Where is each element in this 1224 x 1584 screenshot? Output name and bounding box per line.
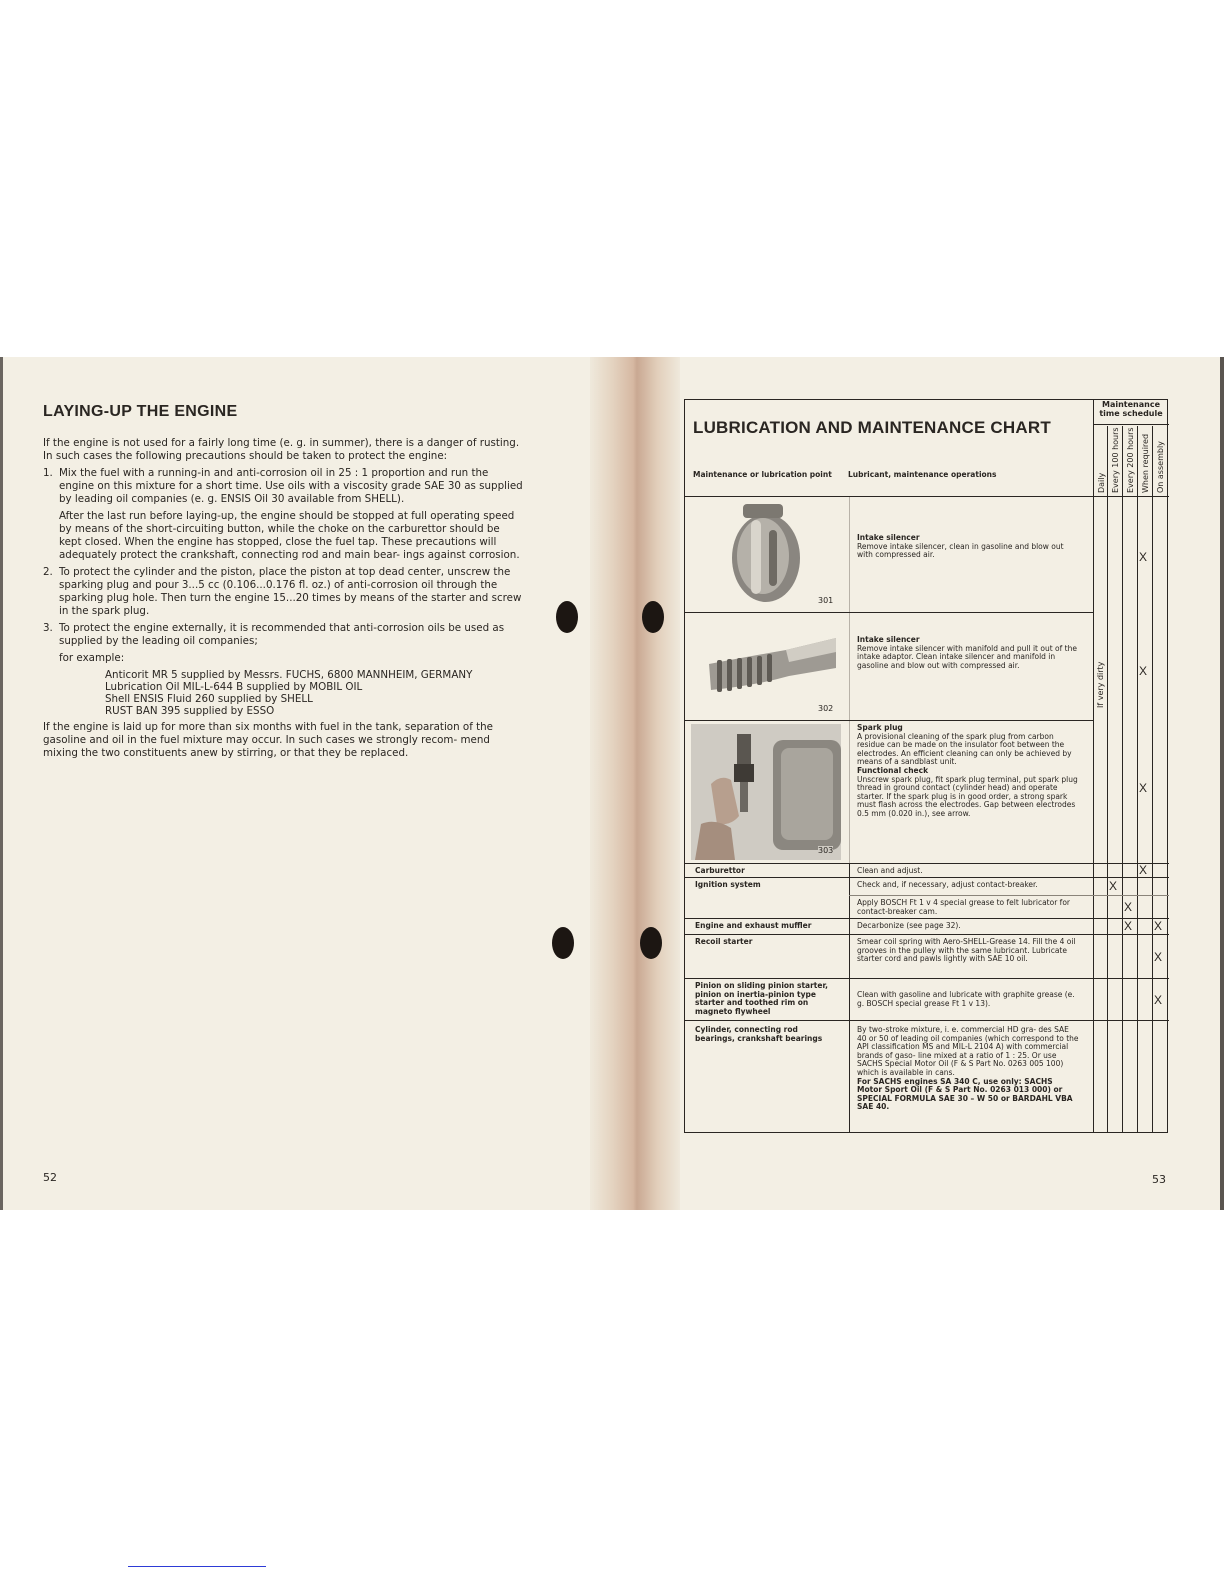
example-item: Shell ENSIS Fluid 260 supplied by SHELL — [105, 693, 313, 705]
row-operations: Clean and adjust. — [857, 866, 923, 875]
body-text — [43, 437, 525, 764]
list-text: To protect the engine externally, it is recommended that anti-corrosion oils be used as supplied by the leading oil companies; — [59, 622, 505, 647]
binder-hole — [552, 927, 574, 959]
grid-line — [685, 1020, 1169, 1021]
grid-line — [685, 918, 1169, 919]
column-header-point: Maintenance or lubrication point — [693, 470, 832, 479]
row-operations: Intake silencer Remove intake silencer with manifold and pull it out of the intake adaptor. Clean intake silencer and manifold in gasoline and blow out with compressed air. — [857, 635, 1077, 670]
schedule-column: Daily — [1093, 426, 1108, 496]
spark-plug-image — [691, 724, 841, 860]
page-edge-right — [1220, 357, 1224, 1210]
row-operations: Intake silencer Remove intake silencer, clean in gasoline and blow out with compressed air. — [857, 533, 1064, 560]
row-operations: Apply BOSCH Ft 1 v 4 special grease to felt lubricator for contact-breaker cam. — [857, 898, 1070, 916]
example-item: Anticorit MR 5 supplied by Messrs. FUCHS, 6800 MANNHEIM, GERMANY — [105, 669, 473, 681]
page-title: LAYING-UP THE ENGINE — [43, 403, 238, 420]
row-operations: Spark plug A provisional cleaning of the spark plug from carbon residue can be made on the insulator foot between the electrodes. An efficient cleaning can only be achieved by means of a sandblast unit. Functional check Unscrew spark plug, fit spark plug terminal, put spark plug thread in ground contact (cylinder head) and operate starter. If the spark plug is in good order, a strong spark must flash across the electrodes. Gap between electrodes 0.5 mm (0.020 in.), see arrow. — [857, 723, 1078, 818]
schedule-mark: X — [1154, 919, 1163, 933]
row-label: Carburettor — [695, 866, 745, 875]
column-header-operations: Lubricant, maintenance operations — [848, 470, 997, 479]
row-operations: Clean with gasoline and lubricate with graphite grease (e. g. BOSCH special grease Ft 1 v 13). — [857, 990, 1075, 1008]
list-item — [43, 467, 525, 562]
figure-number: 302 — [818, 704, 834, 713]
grid-line — [685, 720, 1093, 721]
figure-number: 301 — [818, 596, 834, 605]
example-label: for example: — [59, 652, 125, 664]
grid-line — [685, 877, 1169, 878]
schedule-mark: X — [1139, 781, 1148, 795]
grid-line — [849, 496, 850, 863]
footer-rule — [128, 1566, 266, 1567]
row-operations: Decarbonize (see page 32). — [857, 921, 961, 930]
list-number: 3. — [43, 622, 53, 634]
binder-hole — [642, 601, 664, 633]
intake-silencer-image — [691, 500, 841, 608]
example-list — [59, 669, 525, 717]
schedule-header — [1093, 400, 1169, 496]
grid-line — [1107, 496, 1108, 1132]
schedule-title: Maintenance time schedule — [1099, 400, 1163, 418]
schedule-mark: X — [1124, 900, 1133, 914]
row-label: Pinion on sliding pinion starter, pinion on inertia-pinion type starter and toothed rim on magneto flywheel — [695, 981, 828, 1016]
schedule-mark: X — [1139, 550, 1148, 564]
maintenance-chart — [684, 399, 1168, 1133]
list-text: After the last run before laying-up, the engine should be stopped at full operating speed by means of the short-circuiting button, while the choke on the carburettor should be kept closed. When the engine has stopped, close the fuel tap. These precautions will adequately protect the crankshaft, connecting rod and main bear- ings against corrosion. — [59, 510, 520, 561]
binder-hole — [640, 927, 662, 959]
schedule-mark: X — [1139, 863, 1148, 877]
grid-line — [685, 612, 1093, 613]
row-operations: Check and, if necessary, adjust contact-breaker. — [857, 880, 1038, 889]
row-label: Ignition system — [695, 880, 761, 889]
grid-line — [685, 496, 1169, 497]
row-operations: By two-stroke mixture, i. e. commercial HD gra- des SAE 40 or 50 of leading oil companies (which correspond to the API classification MS and MIL-L 2104 A) with commercial brands of gaso- line mixed at a ratio of 1 : 25. Or use SACHS Special Motor Oil (F & S Part No. 0263 005 100) which is available in cans. For SACHS engines SA 340 C, use only: SACHS Motor Sport Oil (F & S Part No. 0263 013 000) or SPECIAL FORMULA SAE 30 – W 50 or BARDAHL VBA SAE 40. — [857, 1025, 1079, 1112]
grid-line — [685, 863, 1169, 864]
row-label: Recoil starter — [695, 937, 753, 946]
example-item: RUST BAN 395 supplied by ESSO — [105, 705, 275, 717]
list-number: 1. — [43, 467, 53, 479]
if-very-dirty-label: If very dirty — [1096, 661, 1105, 708]
list-item — [43, 622, 525, 717]
schedule-mark: X — [1154, 950, 1163, 964]
figure-number: 303 — [818, 846, 834, 855]
list-text: Mix the fuel with a running-in and anti-corrosion oil in 25 : 1 proportion and run the engine on this mixture for a short time. Use oils with a viscosity grade SAE 30 as supplied by leading oil companies (e. g. ENSIS Oil 30 available from SHELL). — [59, 467, 523, 505]
schedule-divider — [1093, 424, 1169, 425]
example-item: Lubrication Oil MIL-L-644 B supplied by MOBIL OIL — [105, 681, 363, 693]
grid-line — [685, 934, 1169, 935]
grid-line — [685, 978, 1169, 979]
book-gutter — [590, 357, 680, 1210]
page-edge-left — [0, 357, 3, 1210]
list-number: 2. — [43, 566, 53, 578]
grid-line — [1093, 400, 1094, 1132]
row-label: Engine and exhaust muffler — [695, 921, 812, 930]
list-text: To protect the cylinder and the piston, place the piston at top dead center, unscrew the sparking plug and pour 3...5 cc (0.106...0.176 fl. oz.) of anti-corrosion oil through the sparking plug hole. Then turn the engine 15...20 times by means of the starter and screw in the spark plug. — [59, 566, 522, 617]
binder-hole — [556, 601, 578, 633]
grid-line — [849, 895, 1169, 896]
chart-title: LUBRICATION AND MAINTENANCE CHART — [693, 418, 1051, 437]
schedule-column: When required — [1137, 426, 1152, 496]
grid-line — [849, 863, 850, 1132]
schedule-mark: X — [1139, 664, 1148, 678]
page-number: 52 — [43, 1171, 57, 1184]
grid-line — [1122, 496, 1123, 1132]
list-item — [43, 566, 525, 618]
row-label: Cylinder, connecting rod bearings, crankshaft bearings — [695, 1025, 823, 1043]
schedule-column: Every 200 hours — [1122, 426, 1137, 496]
grid-line — [1152, 496, 1153, 1132]
schedule-mark: X — [1124, 919, 1133, 933]
intro-paragraph: If the engine is not used for a fairly long time (e. g. in summer), there is a danger of rusting. In such cases the following precautions should be taken to protect the engine: — [43, 437, 520, 462]
schedule-column: On assembly — [1152, 426, 1167, 496]
book-spread — [0, 357, 1224, 1210]
schedule-mark: X — [1154, 993, 1163, 1007]
schedule-column: Every 100 hours — [1107, 426, 1122, 496]
grid-line — [1137, 496, 1138, 1132]
page-number: 53 — [1152, 1173, 1166, 1186]
closing-paragraph: If the engine is laid up for more than six months with fuel in the tank, separation of the gasoline and oil in the fuel mixture may occur. In such cases we strongly recom- mend mixing the two constituents anew by stirring, or that they be replaced. — [43, 721, 494, 759]
row-operations: Smear coil spring with Aero-SHELL-Grease 14. Fill the 4 oil grooves in the pulley with the same lubricant. Lubricate starter cord and pawls lightly with SAE 10 oil. — [857, 937, 1076, 964]
intake-manifold-image — [691, 616, 841, 716]
schedule-mark: X — [1109, 879, 1118, 893]
